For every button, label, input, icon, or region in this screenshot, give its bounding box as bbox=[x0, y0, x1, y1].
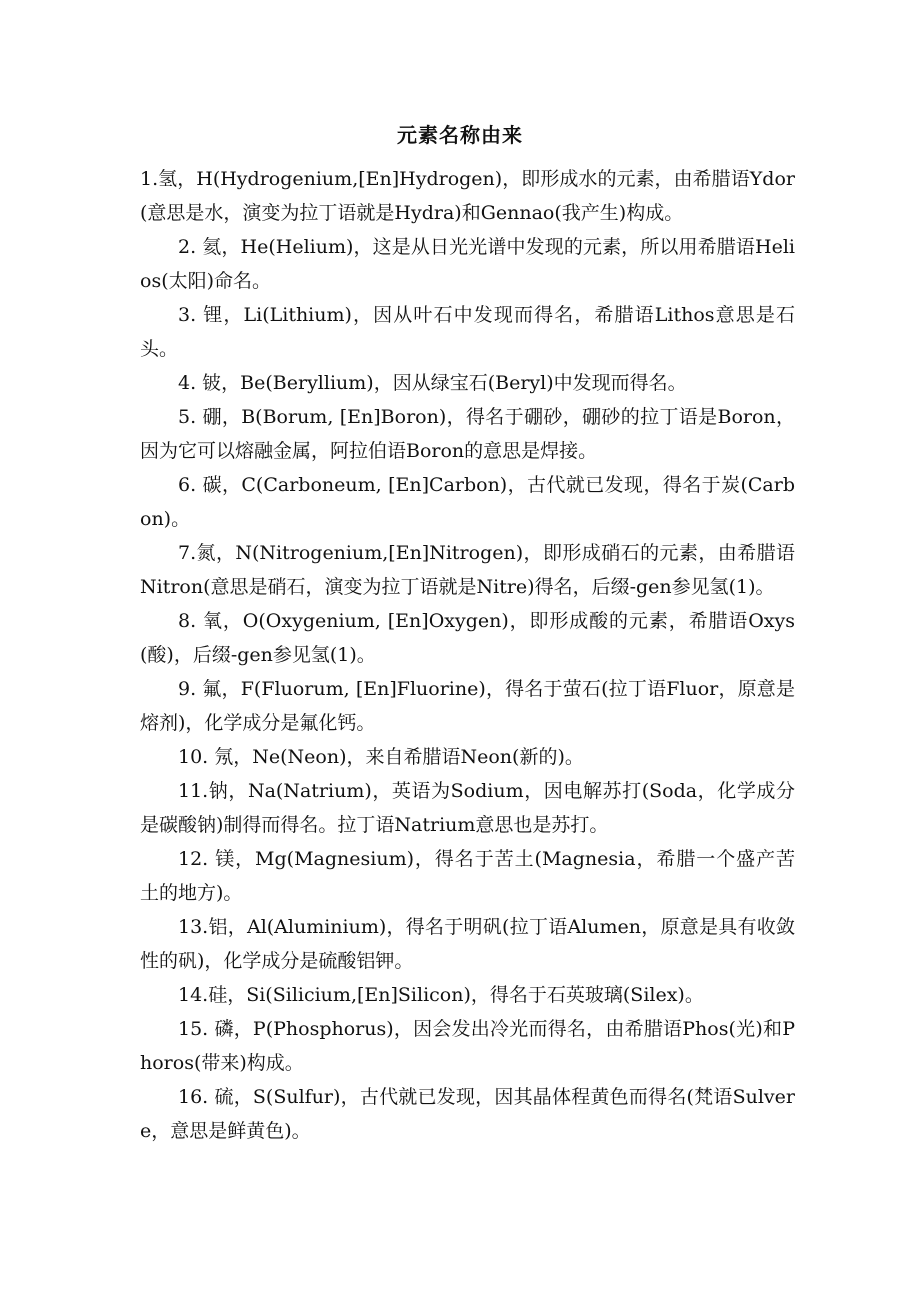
document-body bbox=[140, 162, 795, 1148]
paragraph-14: 14.硅，Si(Silicium,[En]Silicon)，得名于石英玻璃(Silex)。 bbox=[178, 984, 704, 1006]
paragraph-2: 2. 氦，He(Helium)，这是从日光光谱中发现的元素，所以用希腊语Helios(太阳)命名。 bbox=[140, 236, 795, 292]
paragraph-11: 11.钠，Na(Natrium)，英语为Sodium，因电解苏打(Soda，化学成分是碳酸钠)制得而得名。拉丁语Natrium意思也是苏打。 bbox=[140, 780, 795, 836]
paragraph-13: 13.铝，Al(Aluminium)，得名于明矾(拉丁语Alumen，原意是具有收敛性的矾)，化学成分是硫酸铝钾。 bbox=[140, 916, 795, 972]
paragraph-3: 3. 锂，Li(Lithium)，因从叶石中发现而得名，希腊语Lithos意思是石头。 bbox=[140, 304, 795, 360]
paragraph-4: 4. 铍，Be(Beryllium)，因从绿宝石(Beryl)中发现而得名。 bbox=[178, 372, 687, 394]
paragraph-16: 16. 硫，S(Sulfur)，古代就已发现，因其晶体程黄色而得名(梵语Sulvere，意思是鲜黄色)。 bbox=[140, 1086, 795, 1142]
paragraph-8: 8. 氧，O(Oxygenium, [En]Oxygen)，即形成酸的元素，希腊语Oxys(酸)，后缀-gen参见氢(1)。 bbox=[140, 610, 795, 666]
paragraph-7: 7.氮，N(Nitrogenium,[En]Nitrogen)，即形成硝石的元素，由希腊语Nitron(意思是硝石，演变为拉丁语就是Nitre)得名，后缀-gen参见氢(1)。 bbox=[140, 542, 795, 598]
paragraph-10: 10. 氖，Ne(Neon)，来自希腊语Neon(新的)。 bbox=[178, 746, 584, 768]
paragraph-15: 15. 磷，P(Phosphorus)，因会发出冷光而得名，由希腊语Phos(光)和Phoros(带来)构成。 bbox=[140, 1018, 795, 1074]
paragraph-1: 1.氢，H(Hydrogenium,[En]Hydrogen)，即形成水的元素，由希腊语Ydor(意思是水，演变为拉丁语就是Hydra)和Gennao(我产生)构成。 bbox=[140, 168, 795, 224]
paragraph-12: 12. 镁，Mg(Magnesium)，得名于苦土(Magnesia，希腊一个盛产苦土的地方)。 bbox=[140, 848, 795, 904]
paragraph-9: 9. 氟，F(Fluorum, [En]Fluorine)，得名于萤石(拉丁语Fluor，原意是熔剂)，化学成分是氟化钙。 bbox=[140, 678, 795, 734]
paragraph-5: 5. 硼，B(Borum, [En]Boron)，得名于硼砂，硼砂的拉丁语是Boron，因为它可以熔融金属，阿拉伯语Boron的意思是焊接。 bbox=[140, 406, 795, 462]
document-title: 元素名称由来 bbox=[397, 123, 523, 147]
paragraph-6: 6. 碳，C(Carboneum, [En]Carbon)，古代就已发现，得名于炭(Carbon)。 bbox=[140, 474, 795, 530]
